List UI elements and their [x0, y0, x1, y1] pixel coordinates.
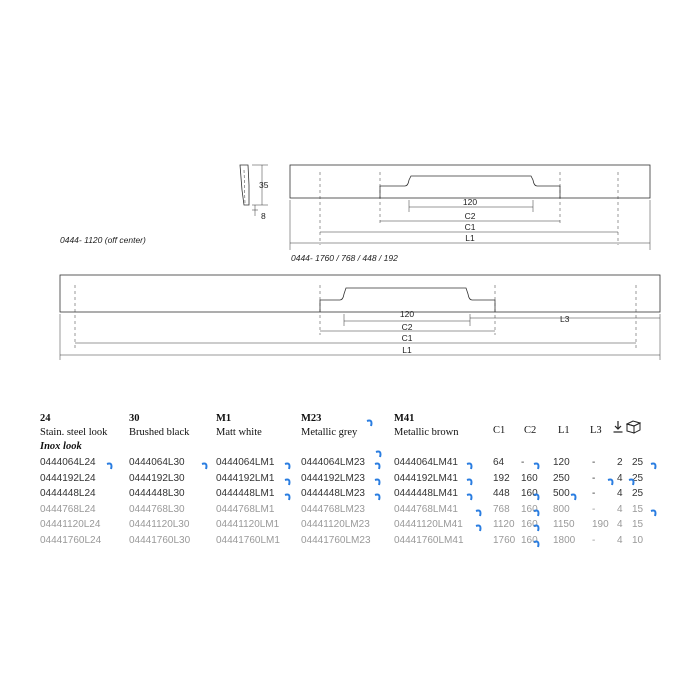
article-code: 0444768L30	[129, 503, 185, 515]
cell-qty: 4	[617, 488, 623, 499]
offcenter-inner-label: 120	[399, 309, 415, 319]
article-code: 0444768LM41	[394, 503, 458, 515]
marker-icon	[532, 462, 541, 471]
cell-c2: 160	[521, 488, 538, 499]
article-code: 04441120L30	[129, 519, 190, 530]
article-code: 0444064L24	[40, 457, 96, 468]
finish-code: 30	[129, 413, 140, 424]
article-code: 0444448LM41	[394, 488, 458, 499]
article-code: 0444768LM23	[301, 503, 365, 515]
cell-l1: 1150	[553, 519, 575, 530]
profile-width-label: 8	[261, 211, 266, 221]
marker-icon	[373, 478, 382, 487]
article-code: 04441760LM1	[216, 534, 280, 546]
article-code: 04441120LM1	[216, 519, 280, 530]
cell-c2: 160	[521, 534, 538, 546]
finish-code: M23	[301, 413, 322, 424]
marker-icon	[283, 493, 292, 502]
article-code: 0444448L24	[40, 488, 96, 499]
finish-code: M1	[216, 413, 232, 424]
cell-box: 25	[632, 472, 644, 484]
col-header-c1: C1	[493, 425, 506, 436]
marker-icon	[374, 450, 383, 459]
small-l1-label: L1	[465, 233, 475, 243]
finish-name: Brushed black	[129, 427, 190, 438]
cell-box: 25	[632, 488, 644, 499]
marker-icon	[532, 509, 541, 518]
marker-icon	[532, 493, 541, 502]
cell-box: 15	[632, 503, 644, 515]
cell-qty: 4	[617, 503, 623, 515]
small-c2-label: C2	[464, 211, 476, 221]
offcenter-l1-label: L1	[402, 345, 412, 355]
cell-box: 10	[632, 534, 644, 546]
article-code: 0444448LM23	[301, 488, 365, 499]
small-c1-label: C1	[464, 222, 476, 232]
cell-c2: 160	[521, 472, 538, 484]
marker-icon	[649, 509, 658, 518]
article-code: 0444448LM1	[216, 488, 275, 499]
article-code: 0444192LM41	[394, 472, 458, 484]
finish-code: 24	[40, 413, 51, 424]
article-code: 04441760L30	[129, 534, 191, 546]
marker-icon	[465, 462, 474, 471]
cell-box: 15	[632, 519, 644, 530]
article-code: 0444768LM1	[216, 503, 275, 515]
marker-icon	[465, 493, 474, 502]
cell-c1: 192	[493, 472, 510, 484]
finish-name: Stain. steel look	[40, 427, 108, 438]
article-code: 04441760LM41	[394, 534, 464, 546]
finish-name: Metallic grey	[301, 427, 358, 438]
marker-icon	[105, 462, 114, 471]
cell-l3: -	[592, 488, 596, 499]
cell-c1: 448	[493, 488, 510, 499]
col-header-l1: L1	[558, 425, 570, 436]
cell-c2: -	[521, 457, 525, 468]
marker-icon	[474, 524, 483, 533]
marker-icon	[365, 419, 374, 428]
marker-icon	[283, 462, 292, 471]
cell-l3: 190	[592, 519, 609, 530]
small-inner-label: 120	[462, 197, 478, 207]
finish-name: Metallic brown	[394, 427, 459, 438]
small-caption: 0444- 1760 / 768 / 448 / 192	[291, 253, 398, 263]
finish-subname: Inox look	[40, 441, 82, 452]
cell-l1: 250	[553, 472, 570, 484]
cell-c1: 768	[493, 503, 510, 515]
article-code: 04441760L24	[40, 534, 102, 546]
box-icon	[626, 420, 641, 434]
offcenter-l3-label: L3	[560, 314, 570, 324]
article-code: 0444064L30	[129, 457, 185, 468]
finish-code: M41	[394, 413, 415, 424]
marker-icon	[569, 493, 578, 502]
cell-box: 25	[632, 457, 644, 468]
cell-c1: 1760	[493, 534, 516, 546]
cell-l3: -	[592, 472, 596, 484]
article-code: 0444064LM23	[301, 457, 365, 468]
cell-l3: -	[592, 534, 596, 546]
marker-icon	[373, 493, 382, 502]
marker-icon	[474, 509, 483, 518]
cell-l1: 800	[553, 503, 570, 515]
article-code: 04441120L24	[40, 519, 101, 530]
offcenter-c2-label: C2	[401, 322, 413, 332]
cell-l1: 120	[553, 457, 570, 468]
cell-qty: 4	[617, 534, 623, 546]
marker-icon	[627, 478, 636, 487]
cell-c2: 160	[521, 503, 538, 515]
download-arrow-icon	[612, 420, 624, 434]
col-header-c2: C2	[524, 425, 537, 436]
article-code: 0444192L24	[40, 472, 96, 484]
marker-icon	[200, 462, 209, 471]
marker-icon	[532, 524, 541, 533]
article-code: 04441760LM23	[301, 534, 371, 546]
cell-l1: 1800	[553, 534, 576, 546]
col-header-l3: L3	[590, 425, 602, 436]
article-code: 0444064LM1	[216, 457, 275, 468]
finish-name: Matt white	[216, 427, 262, 438]
cell-l3: -	[592, 503, 596, 515]
offcenter-caption: 0444- 1120 (off center)	[60, 235, 146, 245]
marker-icon	[283, 478, 292, 487]
article-code: 0444064LM41	[394, 457, 458, 468]
cell-c2: 160	[521, 519, 538, 530]
cell-qty: 2	[617, 457, 623, 468]
cell-l3: -	[592, 457, 596, 468]
offcenter-c1-label: C1	[401, 333, 413, 343]
article-code: 0444448L30	[129, 488, 185, 499]
article-code: 04441120LM41	[394, 519, 463, 530]
cell-l1: 500	[553, 488, 570, 499]
marker-icon	[606, 478, 615, 487]
marker-icon	[649, 462, 658, 471]
article-code: 0444768L24	[40, 503, 96, 515]
cell-qty: 4	[617, 472, 623, 484]
article-code: 0444192LM1	[216, 472, 275, 484]
cell-qty: 4	[617, 519, 623, 530]
marker-icon	[532, 540, 541, 549]
article-code: 0444192L30	[129, 472, 185, 484]
article-code: 04441120LM23	[301, 519, 370, 530]
cell-c1: 64	[493, 457, 505, 468]
marker-icon	[373, 462, 382, 471]
profile-height-label: 35	[259, 180, 269, 190]
article-code: 0444192LM23	[301, 472, 365, 484]
cell-c1: 1120	[493, 519, 515, 530]
marker-icon	[465, 478, 474, 487]
